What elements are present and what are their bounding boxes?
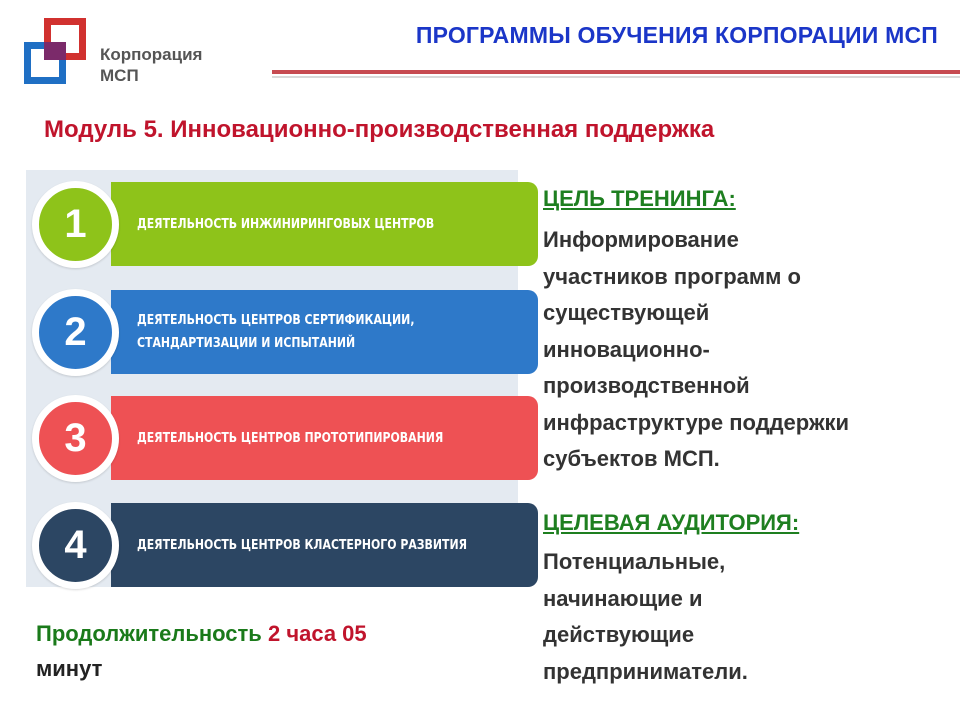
goal-heading: ЦЕЛЬ ТРЕНИНГА: [543,186,736,211]
goal-line: инновационно- [543,336,710,362]
step-4-text [137,503,467,587]
duration-value: 2 часа 05 [267,621,367,646]
duration-text [36,616,476,686]
step-2-bar [111,290,538,374]
page-title: ПРОГРАММЫ ОБУЧЕНИЯ КОРПОРАЦИИ МСП [415,22,938,48]
module-title: Модуль 5. Инновационно-производственная поддержка [44,116,715,143]
logo-mark-icon [24,18,96,90]
goal-line: субъектов МСП. [543,446,720,471]
step-2-text [137,290,467,374]
step-2-line-1: ДЕЯТЕЛЬНОСТЬ ЦЕНТРОВ СЕРТИФИКАЦИИ, [137,313,415,328]
goal-line: существующей [543,300,710,325]
logo-line-2: МСП [100,66,139,85]
step-2-line-2: СТАНДАРТИЗАЦИИ И ИСПЫТАНИЙ [137,336,356,351]
step-3-number: 3 [32,395,119,482]
step-4-line-1: ДЕЯТЕЛЬНОСТЬ ЦЕНТРОВ КЛАСТЕРНОГО РАЗВИТИЯ [137,537,468,553]
logo-line-1: Корпорация [100,45,203,64]
audience-line: начинающие и [543,585,703,611]
logo [24,14,224,94]
audience-description [543,544,943,690]
goal-description [543,222,943,478]
audience-line: предприниматели. [543,658,748,684]
step-1-line-1: ДЕЯТЕЛЬНОСТЬ ИНЖИНИРИНГОВЫХ ЦЕНТРОВ [137,216,435,232]
logo-text [100,44,202,86]
goal-line: производственной [543,373,750,398]
step-3-bar [111,396,538,480]
steps-panel [26,170,518,587]
step-1-bar [111,182,538,266]
step-1-text [137,182,467,266]
goal-line: Информирование [543,227,739,252]
step-1-number: 1 [32,181,119,268]
goal-line: участников программ о [543,263,801,289]
header-divider-shadow [272,76,960,78]
goal-line: инфраструктуре поддержки [543,409,850,435]
step-4-bar [111,503,538,587]
step-3-text [137,396,467,480]
audience-heading: ЦЕЛЕВАЯ АУДИТОРИЯ: [543,510,800,535]
step-3-line-1: ДЕЯТЕЛЬНОСТЬ ЦЕНТРОВ ПРОТОТИПИРОВАНИЯ [137,430,444,446]
header-divider [272,70,960,74]
duration-label: Продолжительность [36,621,262,646]
duration-unit: минут [36,656,103,681]
step-4-number: 4 [32,502,119,589]
audience-line: Потенциальные, [543,549,726,574]
step-2-number: 2 [32,289,119,376]
audience-line: действующие [543,622,695,647]
